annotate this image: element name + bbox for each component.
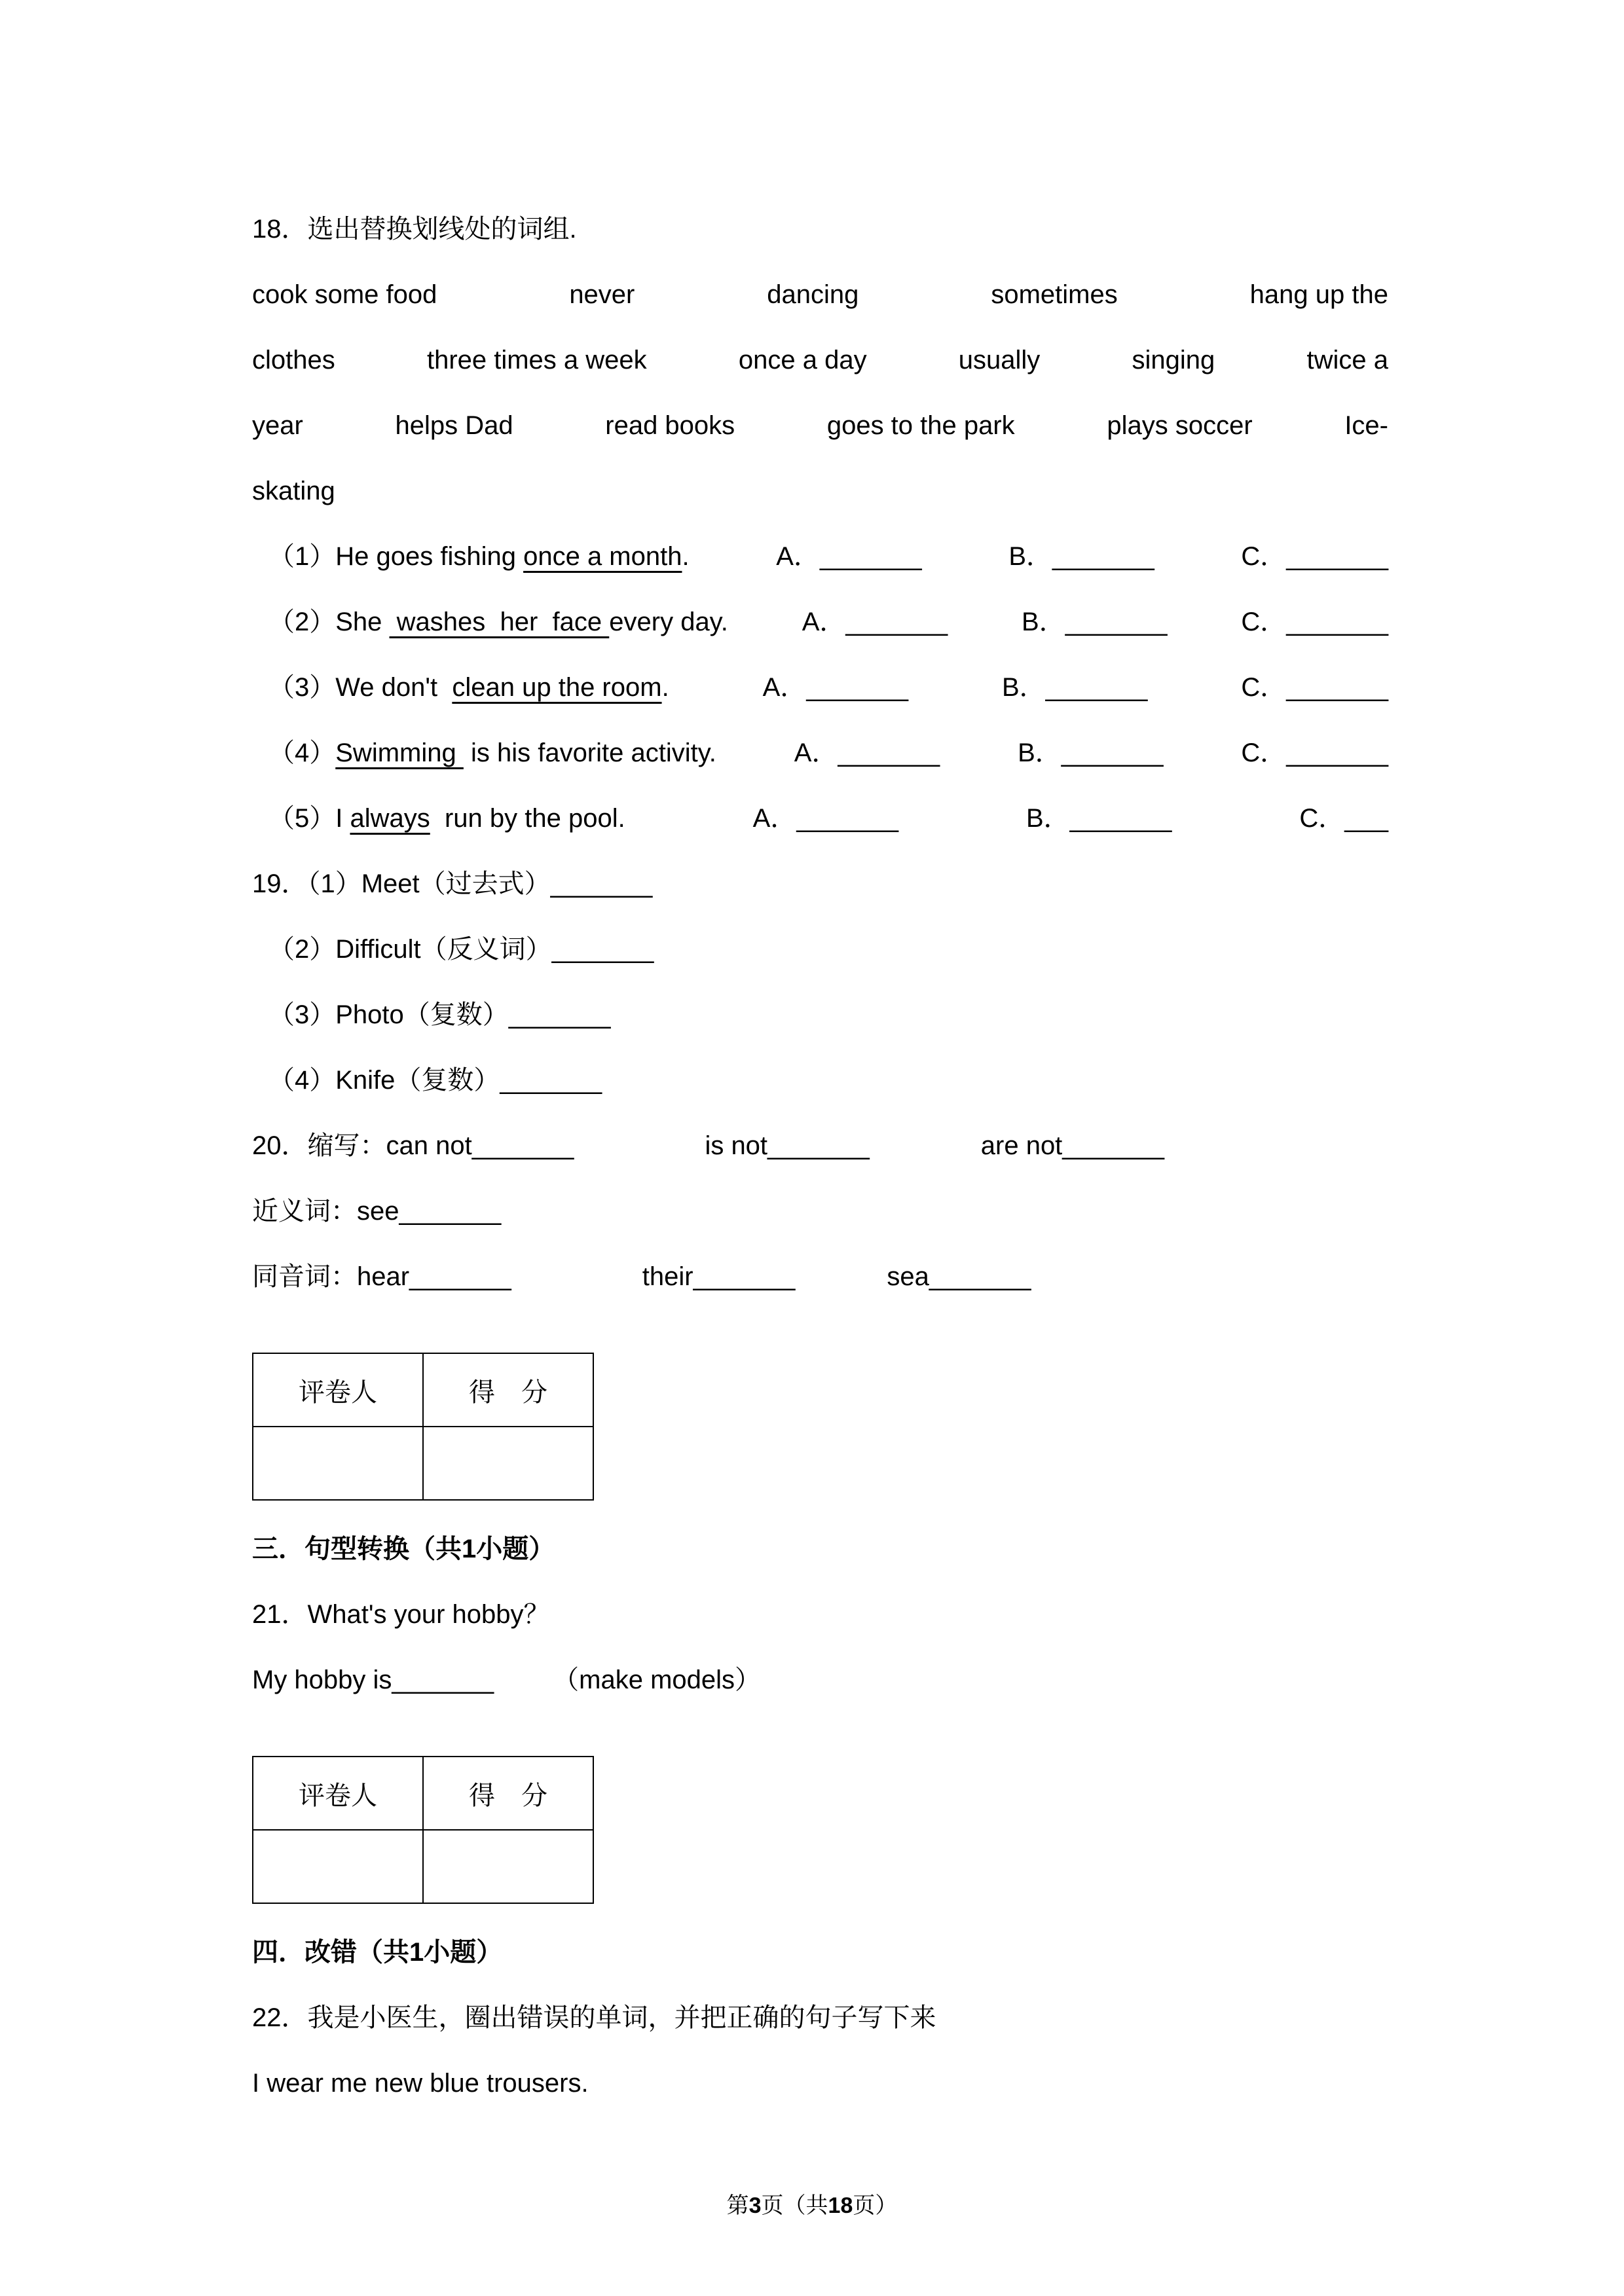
bank-word: plays soccer xyxy=(1107,411,1253,440)
score-header-cell: 得 分 xyxy=(423,1757,593,1830)
bank-word: usually xyxy=(958,346,1041,374)
q20-line-2: 近义词：see_______ xyxy=(252,1197,502,1226)
grader-header-cell: 评卷人 xyxy=(253,1353,423,1427)
grader-empty-cell xyxy=(253,1830,423,1903)
q21-answer-blank: My hobby is_______ xyxy=(252,1666,494,1694)
grader-empty-cell xyxy=(253,1427,423,1500)
bank-word: sometimes xyxy=(991,280,1118,309)
q19-line-4: （4）Knife（复数）_______ xyxy=(268,1066,602,1095)
sentence xyxy=(268,524,690,589)
sentence-pre: （1）He goes fishing xyxy=(268,542,524,571)
choice-a-blank: A．_______ xyxy=(802,608,948,636)
sentence xyxy=(268,589,728,655)
q19-line-1: 19．（1）Meet（过去式）_______ xyxy=(252,869,653,898)
q19-line-3: （3）Photo（复数）_______ xyxy=(268,1000,611,1029)
choice-b-blank: B．_______ xyxy=(1002,673,1148,702)
footer-text: 页（共 xyxy=(761,2193,828,2218)
bank-word: never xyxy=(569,280,635,309)
choice-c-blank: C．_______ xyxy=(1241,738,1388,767)
choice-c-blank: C．_______ xyxy=(1241,608,1388,636)
q20-homophone-sea: sea_______ xyxy=(887,1262,1031,1291)
page-footer xyxy=(0,2193,1624,2219)
bank-word: twice a xyxy=(1306,346,1388,374)
choice-c-blank: C．_______ xyxy=(1241,673,1388,702)
bank-word: singing xyxy=(1132,346,1215,374)
choice-c-blank: C．___ xyxy=(1299,804,1388,833)
score-header-cell: 得 分 xyxy=(423,1353,593,1427)
q20-homophone-their: their_______ xyxy=(642,1262,796,1291)
q20-homophone-hear: 同音词：hear_______ xyxy=(252,1262,511,1291)
bank-word: clothes xyxy=(252,346,335,374)
bank-word: goes to the park xyxy=(826,411,1015,440)
bank-word: cook some food xyxy=(252,280,437,309)
q18-item-5 xyxy=(252,786,1388,851)
footer-text: 第 xyxy=(726,2193,749,2218)
sentence-post: . xyxy=(682,542,690,571)
question-18-title: 18．选出替换划线处的词组. xyxy=(252,215,577,244)
choice-b-blank: B．_______ xyxy=(1018,738,1164,767)
q21-answer-hint: （make models） xyxy=(553,1666,762,1694)
underlined-phrase: always xyxy=(350,804,430,833)
sentence-post: is his favorite activity. xyxy=(463,738,716,767)
underlined-phrase: once a month xyxy=(523,542,682,571)
q22-instruction: 22．我是小医生，圈出错误的单词，并把正确的句子写下来 xyxy=(252,2003,936,2032)
sentence xyxy=(268,720,716,786)
choice-c-blank: C．_______ xyxy=(1241,542,1388,571)
bank-word: Ice- xyxy=(1344,411,1388,440)
grader-score-table-2 xyxy=(252,1756,594,1904)
q19-line-2: （2）Difficult（反义词）_______ xyxy=(268,935,654,964)
exam-content xyxy=(252,196,1388,2116)
word-bank-line-3 xyxy=(252,393,1388,458)
section-heading-three: 三．句型转换（共1小题） xyxy=(252,1535,555,1563)
underlined-phrase: Swimming xyxy=(335,738,464,767)
word-bank-line-4 xyxy=(252,458,1388,524)
q20-abbrev-isnot: is not_______ xyxy=(705,1131,870,1160)
underlined-phrase: washes her face xyxy=(389,608,610,636)
sentence-pre: （3）We don't xyxy=(268,673,452,702)
word-bank-line-2 xyxy=(252,327,1388,393)
choice-a-blank: A．_______ xyxy=(752,804,899,833)
bank-word: once a day xyxy=(738,346,867,374)
q21-answer-line xyxy=(252,1647,1388,1713)
underlined-phrase: clean up the room xyxy=(452,673,662,702)
choice-a-blank: A．_______ xyxy=(794,738,940,767)
bank-word: read books xyxy=(605,411,735,440)
footer-page-number: 3 xyxy=(748,2193,762,2218)
bank-word: three times a week xyxy=(426,346,647,374)
sentence-post: run by the pool. xyxy=(430,804,625,833)
footer-total-pages: 18 xyxy=(828,2193,853,2218)
score-empty-cell xyxy=(423,1830,593,1903)
sentence-pre: （4） xyxy=(268,738,336,767)
choice-a-blank: A．_______ xyxy=(776,542,922,571)
bank-word: dancing xyxy=(767,280,859,309)
q21-question: 21．What's your hobby？ xyxy=(252,1600,550,1629)
sentence xyxy=(268,786,625,851)
grader-score-table-1 xyxy=(252,1353,594,1501)
sentence-pre: （2）She xyxy=(268,608,390,636)
grader-header-cell: 评卷人 xyxy=(253,1757,423,1830)
sentence-post: . xyxy=(661,673,669,702)
choice-b-blank: B．_______ xyxy=(1022,608,1168,636)
q20-line-3 xyxy=(252,1244,1388,1309)
bank-word: helps Dad xyxy=(395,411,513,440)
choice-a-blank: A．_______ xyxy=(762,673,909,702)
q18-item-4 xyxy=(252,720,1388,786)
q18-item-3 xyxy=(252,655,1388,720)
score-empty-cell xyxy=(423,1427,593,1500)
choice-b-blank: B．_______ xyxy=(1026,804,1172,833)
q22-sentence: I wear me new blue trousers. xyxy=(252,2069,589,2098)
bank-word: year xyxy=(252,411,303,440)
q18-item-2 xyxy=(252,589,1388,655)
q20-line-1 xyxy=(252,1113,1388,1178)
word-bank xyxy=(252,262,1388,524)
section-heading-four: 四．改错（共1小题） xyxy=(252,1938,503,1967)
word-bank-line-1 xyxy=(252,262,1388,327)
choice-b-blank: B．_______ xyxy=(1008,542,1154,571)
footer-text: 页） xyxy=(853,2193,898,2218)
bank-word: hang up the xyxy=(1249,280,1388,309)
q18-item-1 xyxy=(252,524,1388,589)
q20-abbrev-arenot: are not_______ xyxy=(980,1131,1165,1160)
bank-word: skating xyxy=(252,477,335,505)
q20-abbrev-cannot: 20．缩写：can not_______ xyxy=(252,1131,574,1160)
sentence xyxy=(268,655,669,720)
sentence-post: every day. xyxy=(609,608,728,636)
sentence-pre: （5）I xyxy=(268,804,350,833)
